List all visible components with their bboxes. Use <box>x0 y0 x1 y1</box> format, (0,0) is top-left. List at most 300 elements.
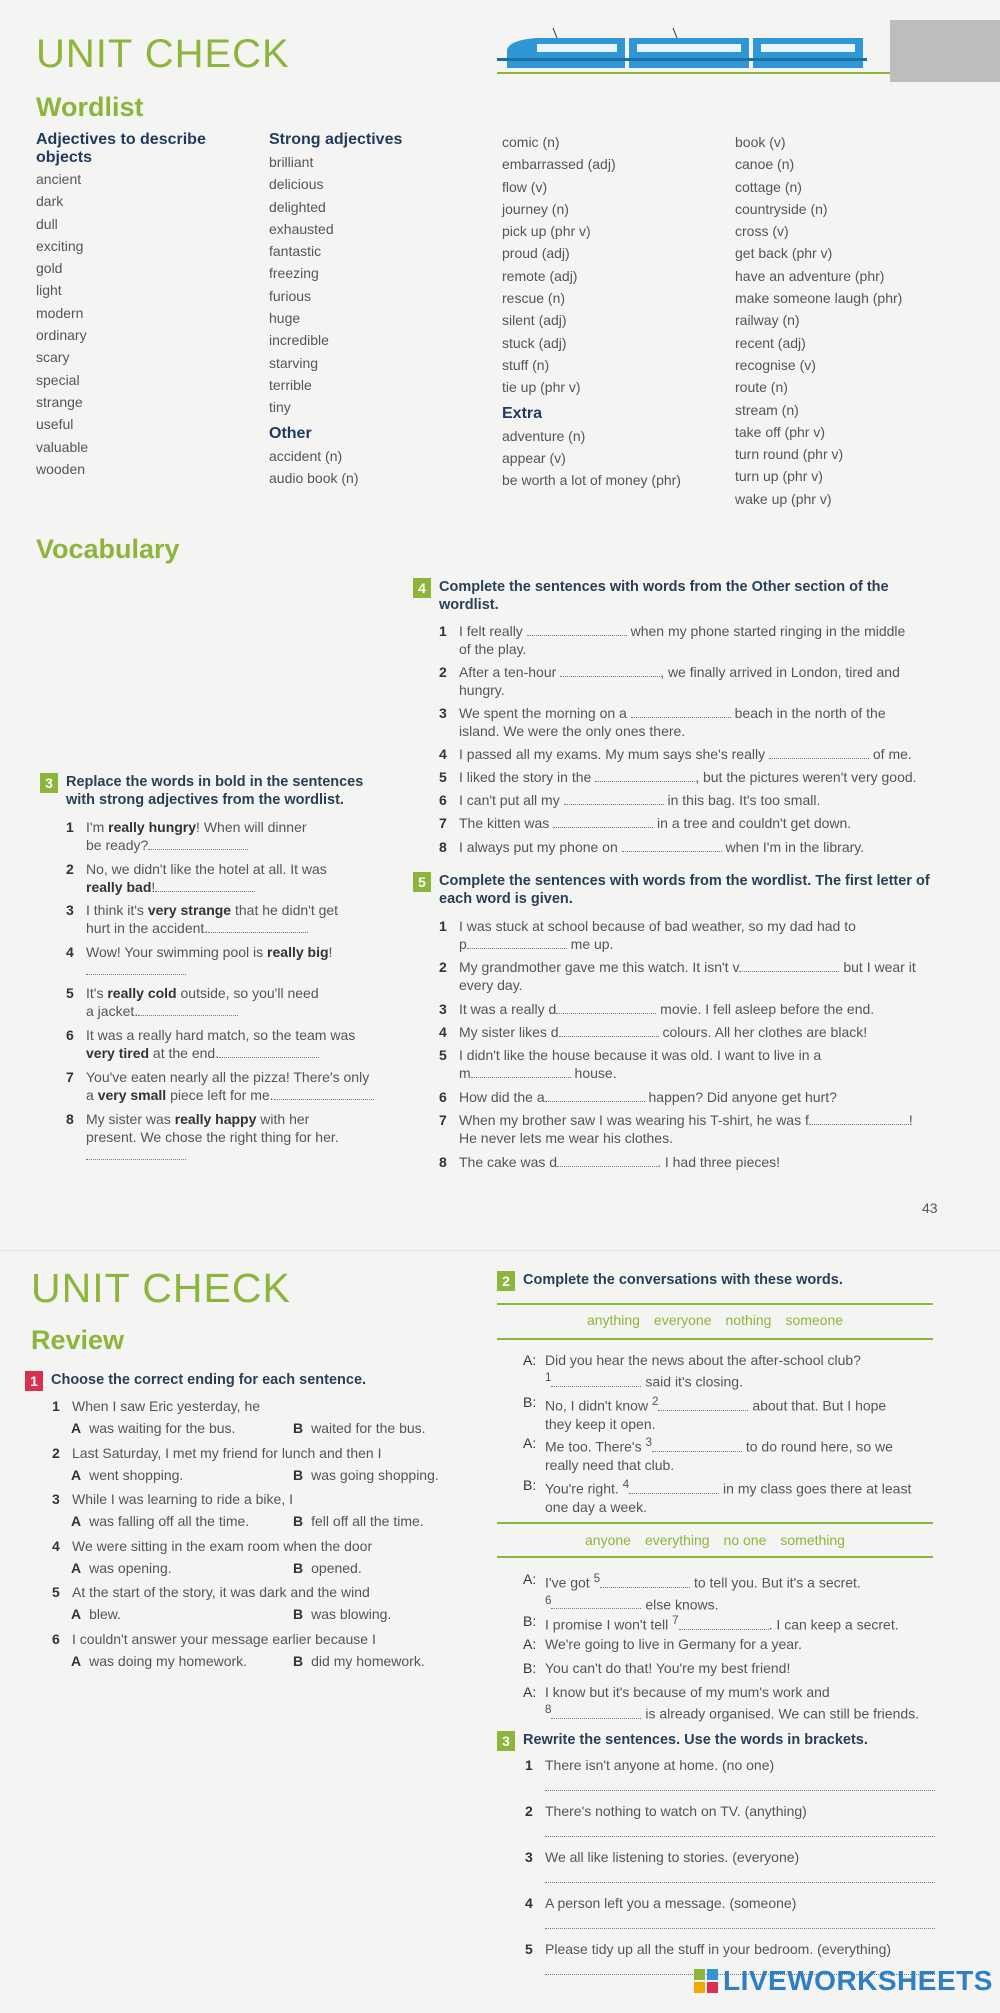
item-number: 4 <box>66 944 74 960</box>
answer-blank[interactable] <box>600 1575 690 1588</box>
wordlist-word-3: cottage (n) <box>735 178 802 195</box>
item-text: We were sitting in the exam room when the door <box>72 1537 373 1554</box>
rewrite-item <box>525 1940 945 1958</box>
item-text: Last Saturday, I met my friend for lunch and then I <box>72 1444 382 1461</box>
option-letter: A <box>71 1559 82 1576</box>
item-number: 6 <box>52 1630 60 1647</box>
item-number: 5 <box>439 1047 447 1063</box>
wordlist-list-other-continued <box>502 131 732 399</box>
bold-phrase: really cold <box>107 985 177 1001</box>
item-number: 3 <box>439 1001 447 1017</box>
wordlist-word-9: scary <box>36 349 70 366</box>
option-b[interactable] <box>293 1560 362 1576</box>
item-text: It was a really hard match, so the team was very tired at the end. <box>86 1027 356 1061</box>
item-number: 2 <box>439 959 447 975</box>
answer-blank[interactable] <box>631 705 731 718</box>
answer-blank[interactable] <box>560 664 660 677</box>
item-number: 8 <box>439 839 447 855</box>
item-text: I always put my phone on when I'm in the library. <box>459 839 865 855</box>
word-box-word: no one <box>723 1532 767 1548</box>
item-text: The kitten was in a tree and couldn't get down. <box>459 815 852 831</box>
page-separator <box>0 1250 1000 1251</box>
option-a[interactable] <box>71 1467 183 1483</box>
gap-number: 1 <box>545 1371 552 1384</box>
item-number: 5 <box>525 1941 533 1957</box>
item-number: 7 <box>439 1112 447 1128</box>
wordlist-word-10: stuck (adj) <box>502 334 567 351</box>
review-exercise-1-instruction: Choose the correct ending for each sentence. <box>51 1372 367 1388</box>
wordlist-word-3: be worth a lot of money (phr) <box>502 472 681 489</box>
option-letter: B <box>293 1513 304 1529</box>
answer-blank[interactable] <box>622 839 722 852</box>
item-number: 5 <box>66 985 74 1001</box>
word-box-word: nothing <box>725 1312 772 1328</box>
answer-blank[interactable] <box>274 1087 374 1100</box>
exercise-4-number: 4 <box>413 578 431 598</box>
wordlist-word-5: gold <box>36 260 63 277</box>
wordlist-word-7: have an adventure (phr) <box>735 267 885 284</box>
item-text: I can't put all my in this bag. It's too small. <box>459 792 821 808</box>
word-box-word: everyone <box>653 1312 712 1328</box>
wordlist-word-1: adventure (n) <box>502 427 586 444</box>
wordlist-word-4: exciting <box>36 237 84 254</box>
conversation-line <box>523 1434 943 1472</box>
item-number: 3 <box>66 902 74 918</box>
answer-blank[interactable] <box>86 962 186 975</box>
item-number: 7 <box>66 1069 74 1085</box>
speaker-label: A: <box>523 1435 537 1451</box>
conversation-line <box>523 1351 943 1389</box>
option-letter: B <box>293 1652 304 1669</box>
wordlist-word-2: audio book (n) <box>269 469 359 486</box>
wordlist-word-2: embarrassed (adj) <box>502 156 616 173</box>
review-exercise-2-instruction: Complete the conversations with these words. <box>523 1272 843 1288</box>
option-b[interactable] <box>293 1420 426 1436</box>
option-letter: B <box>293 1559 304 1576</box>
exercise-3-heading <box>40 773 380 809</box>
wordlist-list-other <box>269 445 489 490</box>
option-a[interactable] <box>71 1560 172 1576</box>
option-text: blew. <box>89 1606 122 1622</box>
answer-blank[interactable] <box>809 1112 909 1125</box>
answer-line[interactable] <box>545 1789 935 1791</box>
option-a[interactable] <box>71 1420 235 1436</box>
review-exercise-3-instruction: Rewrite the sentences. Use the words in brackets. <box>523 1732 868 1748</box>
speaker-label: B: <box>523 1394 537 1410</box>
review-exercise-3-number: 3 <box>497 1731 515 1751</box>
speaker-label: B: <box>523 1613 537 1629</box>
option-b[interactable] <box>293 1606 391 1622</box>
wordlist-word-8: make someone laugh (phr) <box>735 290 903 307</box>
exercise-3-item <box>66 901 396 941</box>
exercise-4-item <box>439 704 959 744</box>
page-title: UNIT CHECK <box>36 32 290 76</box>
wordlist-word-11: recognise (v) <box>735 356 816 373</box>
answer-blank[interactable] <box>769 746 869 759</box>
answer-blank[interactable] <box>86 1147 186 1160</box>
word-box-1 <box>497 1312 933 1328</box>
answer-blank[interactable] <box>551 1596 641 1609</box>
item-text: The cake was d . I had three pieces! <box>459 1154 781 1170</box>
item-text: After a ten-hour , we finally arrived in London, tired and hungry. <box>459 664 900 698</box>
option-letter: A <box>71 1513 82 1529</box>
item-number: 2 <box>66 861 74 877</box>
item-text: I felt really when my phone started ringing in the middle of the play. <box>459 623 906 657</box>
item-number: 4 <box>439 746 447 762</box>
item-number: 6 <box>439 792 447 808</box>
bold-phrase: very strange <box>147 902 232 918</box>
answer-blank[interactable] <box>564 792 664 805</box>
wordlist-word-11: stuff (n) <box>502 356 550 373</box>
answer-line[interactable] <box>545 1835 935 1837</box>
item-text: How did the a happen? Did anyone get hurt? <box>459 1089 837 1105</box>
wordlist-list-strong <box>269 151 489 419</box>
wordlist-word-6: get back (phr v) <box>735 245 833 262</box>
gap-number: 2 <box>651 1395 659 1408</box>
rewrite-item <box>525 1848 945 1866</box>
answer-blank[interactable] <box>652 1439 742 1452</box>
item-text: I didn't like the house because it was old. I want to live in a m house. <box>459 1047 822 1081</box>
line-text: You're right. $^4$ in my class goes there at least one day a week. <box>545 1478 912 1515</box>
exercise-3-item <box>66 860 396 900</box>
line-text: Me too. There's $^3$ to do round here, so we really need that club. <box>545 1436 893 1473</box>
word-box-2-bottom-rule <box>497 1556 933 1558</box>
word-box-2 <box>497 1532 933 1548</box>
wordlist-heading-adjectives: Adjectives to describe objects <box>36 131 206 166</box>
wordlist-word-1: comic (n) <box>502 134 560 150</box>
wordlist-column-2 <box>269 131 489 489</box>
wordlist-list-extra <box>502 425 732 492</box>
wordlist-word-1: accident (n) <box>269 447 343 464</box>
wordlist-word-16: turn up (phr v) <box>735 468 823 485</box>
option-text: was going shopping. <box>311 1466 439 1483</box>
item-number: 3 <box>525 1849 533 1865</box>
wordlist-list-adjectives <box>36 168 246 480</box>
wordlist-word-7: remote (adj) <box>502 267 578 284</box>
option-a[interactable] <box>71 1653 247 1669</box>
line-text: I know but it's because of my mum's work and $^8$ is already organised. We can still be friends. <box>545 1684 920 1722</box>
word-box-word: anyone <box>585 1532 631 1548</box>
wordlist-word-6: freezing <box>269 265 319 282</box>
liveworksheets-logo-icon <box>693 1968 719 1994</box>
item-number: 1 <box>439 623 447 639</box>
item-text: Wow! Your swimming pool is really big! <box>86 943 332 979</box>
wordlist-title: Wordlist <box>36 92 144 122</box>
item-number: 5 <box>52 1584 60 1600</box>
word-box-word: someone <box>785 1312 844 1328</box>
line-text: I've got $^5$ to tell you. But it's a secret. $^6$ else knows. <box>545 1572 861 1613</box>
item-text: We all like listening to stories. (everyone) <box>545 1849 800 1865</box>
item-number: 2 <box>525 1803 533 1819</box>
wordlist-word-14: wooden <box>36 460 86 477</box>
answer-blank[interactable] <box>557 1154 657 1167</box>
wordlist-word-5: cross (v) <box>735 223 789 240</box>
rewrite-item <box>525 1802 945 1820</box>
conversation-line <box>523 1476 943 1514</box>
review-question <box>52 1444 472 1462</box>
option-text: was waiting for the bus. <box>89 1420 236 1436</box>
item-text: I passed all my exams. My mum says she's really of me. <box>459 746 912 762</box>
answer-blank[interactable] <box>467 936 567 949</box>
wordlist-word-1: brilliant <box>269 154 314 170</box>
wordlist-word-3: delighted <box>269 198 326 215</box>
word-box-word: something <box>780 1532 845 1548</box>
option-text: waited for the bus. <box>311 1420 426 1436</box>
wordlist-word-7: furious <box>269 287 312 304</box>
answer-blank[interactable] <box>219 1045 319 1058</box>
exercise-5-item <box>439 1111 959 1151</box>
option-text: was opening. <box>89 1559 172 1576</box>
wordlist-word-9: silent (adj) <box>502 312 567 329</box>
item-text: No, we didn't like the hotel at all. It was really bad! <box>86 861 327 895</box>
bold-phrase: really happy <box>174 1111 257 1127</box>
wordlist-word-3: flow (v) <box>502 178 548 195</box>
wordlist-word-14: take off (phr v) <box>735 423 826 440</box>
wordlist-word-4: exhausted <box>269 220 334 237</box>
conversation-line <box>523 1683 943 1721</box>
review-exercise-1-heading <box>25 1371 445 1391</box>
review-exercise-2-number: 2 <box>497 1271 515 1291</box>
option-letter: A <box>71 1606 82 1622</box>
wordlist-word-3: dull <box>36 215 58 232</box>
wordlist-word-2: dark <box>36 193 64 210</box>
exercise-4-heading <box>413 578 933 614</box>
review-title: Review <box>31 1325 125 1355</box>
item-text: I'm really hungry! When will dinner be ready? <box>86 819 307 853</box>
review-exercise-2-heading <box>497 1271 937 1291</box>
speaker-label: A: <box>523 1352 537 1368</box>
bold-phrase: really hungry <box>108 819 197 835</box>
wordlist-word-4: countryside (n) <box>735 200 828 217</box>
wordlist-word-11: strange <box>36 393 83 410</box>
wordlist-word-12: tie up (phr v) <box>502 379 581 396</box>
exercise-3-instruction-line1: Replace the words in bold in the sentences <box>66 774 364 790</box>
item-text: Please tidy up all the stuff in your bedroom. (everything) <box>545 1941 892 1957</box>
answer-blank[interactable] <box>471 1065 571 1078</box>
wordlist-word-10: starving <box>269 354 319 371</box>
page2-title: UNIT CHECK <box>31 1265 291 1311</box>
item-number: 7 <box>439 815 447 831</box>
item-number: 2 <box>52 1444 60 1461</box>
word-box-1-top-rule <box>497 1303 933 1305</box>
speaker-label: A: <box>523 1684 537 1700</box>
review-question <box>52 1583 472 1601</box>
option-b[interactable] <box>293 1467 439 1483</box>
wordlist-heading-extra: Extra <box>502 404 543 422</box>
gap-number: 5 <box>593 1572 601 1585</box>
answer-blank[interactable] <box>559 1024 659 1037</box>
wordlist-word-8: ordinary <box>36 327 87 344</box>
option-letter: A <box>71 1652 82 1669</box>
wordlist-word-9: incredible <box>269 332 329 349</box>
item-number: 8 <box>66 1111 74 1127</box>
gap-number: 3 <box>645 1436 652 1449</box>
item-text: There's nothing to watch on TV. (anything) <box>545 1803 807 1819</box>
answer-blank[interactable] <box>148 837 248 850</box>
option-a[interactable] <box>71 1606 121 1622</box>
word-box-word: everything <box>644 1532 710 1548</box>
exercise-4-instruction: Complete the sentences with words from the Other section of the wordlist. <box>439 579 889 613</box>
option-text: was doing my homework. <box>89 1652 248 1669</box>
exercise-3-item <box>66 1026 396 1066</box>
answer-blank[interactable] <box>658 1398 748 1411</box>
wordlist-word-2: delicious <box>269 176 324 193</box>
answer-blank[interactable] <box>545 1089 645 1102</box>
wordlist-word-9: railway (n) <box>735 312 800 329</box>
wordlist-word-8: rescue (n) <box>502 290 566 307</box>
word-box-1-bottom-rule <box>497 1338 933 1340</box>
conversation-line <box>523 1393 943 1431</box>
answer-blank[interactable] <box>679 1617 769 1630</box>
item-text: I was stuck at school because of bad weather, so my dad had to p me up. <box>459 918 856 952</box>
item-text: While I was learning to ride a bike, I <box>72 1491 293 1507</box>
exercise-3-item <box>66 818 396 858</box>
item-number: 4 <box>439 1024 447 1040</box>
word-box-2-top-rule <box>497 1522 933 1524</box>
answer-line[interactable] <box>545 1881 935 1883</box>
answer-blank[interactable] <box>629 1481 719 1494</box>
exercise-3-item <box>66 984 396 1024</box>
item-text: It's really cold outside, so you'll need a jacket. <box>86 985 319 1019</box>
wordlist-word-10: special <box>36 371 80 388</box>
review-question <box>52 1537 472 1555</box>
option-text: fell off all the time. <box>311 1513 424 1529</box>
exercise-5-instruction: Complete the sentences with words from the wordlist. The first letter of each word is given. <box>439 873 930 907</box>
option-letter: B <box>293 1606 304 1622</box>
option-b[interactable] <box>293 1653 425 1669</box>
wordlist-word-2: appear (v) <box>502 449 566 466</box>
vocabulary-title: Vocabulary <box>36 534 180 564</box>
wordlist-column-1 <box>36 131 246 480</box>
item-text: My sister was really happy with her present. We chose the right thing for her. <box>86 1110 339 1164</box>
item-number: 1 <box>525 1757 533 1773</box>
option-letter: A <box>71 1466 82 1483</box>
option-b[interactable] <box>293 1513 424 1529</box>
answer-blank[interactable] <box>739 959 839 972</box>
line-text: You can't do that! You're my best friend! <box>545 1660 791 1676</box>
exercise-5-item <box>439 1153 959 1193</box>
answer-blank[interactable] <box>553 815 653 828</box>
option-text: did my homework. <box>311 1652 425 1669</box>
gap-number: 6 <box>545 1593 552 1607</box>
answer-blank[interactable] <box>595 769 695 782</box>
item-number: 4 <box>52 1537 60 1554</box>
bold-phrase: very small <box>97 1087 167 1103</box>
word-box-word: anything <box>586 1312 640 1328</box>
item-text: At the start of the story, it was dark and the wind <box>72 1584 370 1600</box>
exercise-5-number: 5 <box>413 872 431 892</box>
item-text: We spent the morning on a beach in the north of the island. We were the only ones there. <box>459 705 886 739</box>
wordlist-word-6: proud (adj) <box>502 245 570 262</box>
answer-blank[interactable] <box>527 623 627 636</box>
bold-phrase: really bad <box>86 879 152 895</box>
exercise-5-item <box>439 917 959 957</box>
wordlist-word-13: stream (n) <box>735 401 799 418</box>
exercise-3-number: 3 <box>40 773 58 793</box>
item-number: 1 <box>66 819 74 835</box>
option-letter: B <box>293 1466 304 1483</box>
wordlist-column-4 <box>735 131 965 510</box>
exercise-3-instruction-line2: with strong adjectives from the wordlist. <box>66 792 344 808</box>
item-number: 1 <box>52 1398 60 1414</box>
wordlist-word-12: tiny <box>269 399 291 416</box>
wordlist-word-7: modern <box>36 304 84 321</box>
exercise-5-item <box>439 1046 959 1086</box>
wordlist-word-5: pick up (phr v) <box>502 223 591 240</box>
review-exercise-1-number: 1 <box>25 1371 43 1391</box>
review-question <box>52 1490 472 1508</box>
wordlist-word-12: route (n) <box>735 379 788 396</box>
answer-blank[interactable] <box>155 879 255 892</box>
grey-corner-patch <box>890 20 1000 82</box>
wordlist-word-17: wake up (phr v) <box>735 490 832 507</box>
wordlist-word-8: huge <box>269 310 301 327</box>
wordlist-word-6: light <box>36 282 62 299</box>
speaker-label: B: <box>523 1660 537 1676</box>
answer-blank[interactable] <box>551 1706 641 1719</box>
page-number: 43 <box>922 1200 938 1216</box>
item-text: A person left you a message. (someone) <box>545 1895 797 1911</box>
item-text: It was a really d movie. I fell asleep before the end. <box>459 1001 875 1017</box>
option-text: was blowing. <box>311 1606 392 1622</box>
wordlist-word-1: ancient <box>36 171 82 187</box>
option-a[interactable] <box>71 1513 249 1529</box>
wordlist-list-extra-continued <box>735 131 965 510</box>
wordlist-word-1: book (v) <box>735 134 786 150</box>
gap-number: 8 <box>545 1703 552 1716</box>
line-text: We're going to live in Germany for a year. <box>545 1636 802 1652</box>
item-text: I couldn't answer your message earlier because I <box>72 1630 376 1647</box>
option-text: opened. <box>311 1559 362 1576</box>
item-text: I think it's very strange that he didn't get hurt in the accident. <box>86 902 339 936</box>
bold-phrase: very tired <box>86 1045 150 1061</box>
exercise-4-item <box>439 663 959 703</box>
item-text: My grandmother gave me this watch. It isn't v but I wear it every day. <box>459 959 916 993</box>
bold-phrase: really big <box>267 944 329 960</box>
answer-blank[interactable] <box>138 1003 238 1016</box>
answer-blank[interactable] <box>208 920 308 933</box>
option-letter: A <box>71 1420 82 1436</box>
watermark-text: LIVEWORKSHEETS <box>723 1965 993 1996</box>
review-exercise-3-heading <box>497 1731 937 1751</box>
answer-blank[interactable] <box>551 1374 641 1387</box>
gap-number: 4 <box>622 1478 630 1491</box>
item-number: 2 <box>439 664 447 680</box>
exercise-5-item <box>439 958 959 998</box>
wordlist-word-4: journey (n) <box>502 200 569 217</box>
review-question <box>52 1397 472 1415</box>
item-text: I liked the story in the , but the pictures weren't very good. <box>459 769 917 785</box>
item-text: You've eaten nearly all the pizza! There's only a very small piece left for me. <box>86 1068 374 1104</box>
conversation-line <box>523 1570 943 1613</box>
option-letter: B <box>293 1420 304 1436</box>
item-number: 6 <box>66 1027 74 1043</box>
train-illustration <box>497 28 897 76</box>
wordlist-column-3 <box>502 131 732 491</box>
answer-line[interactable] <box>545 1927 935 1929</box>
wordlist-word-11: terrible <box>269 376 312 393</box>
wordlist-word-15: turn round (phr v) <box>735 446 844 463</box>
line-text: Did you hear the news about the after-school club? $^1$ said it's closing. <box>545 1352 861 1390</box>
wordlist-word-12: useful <box>36 416 74 433</box>
option-text: went shopping. <box>89 1466 184 1483</box>
wordlist-heading-other: Other <box>269 424 312 442</box>
answer-blank[interactable] <box>556 1001 656 1014</box>
option-text: was falling off all the time. <box>89 1513 250 1529</box>
liveworksheets-watermark <box>693 1965 993 1997</box>
wordlist-word-5: fantastic <box>269 243 322 260</box>
exercise-3-item <box>66 1068 396 1108</box>
